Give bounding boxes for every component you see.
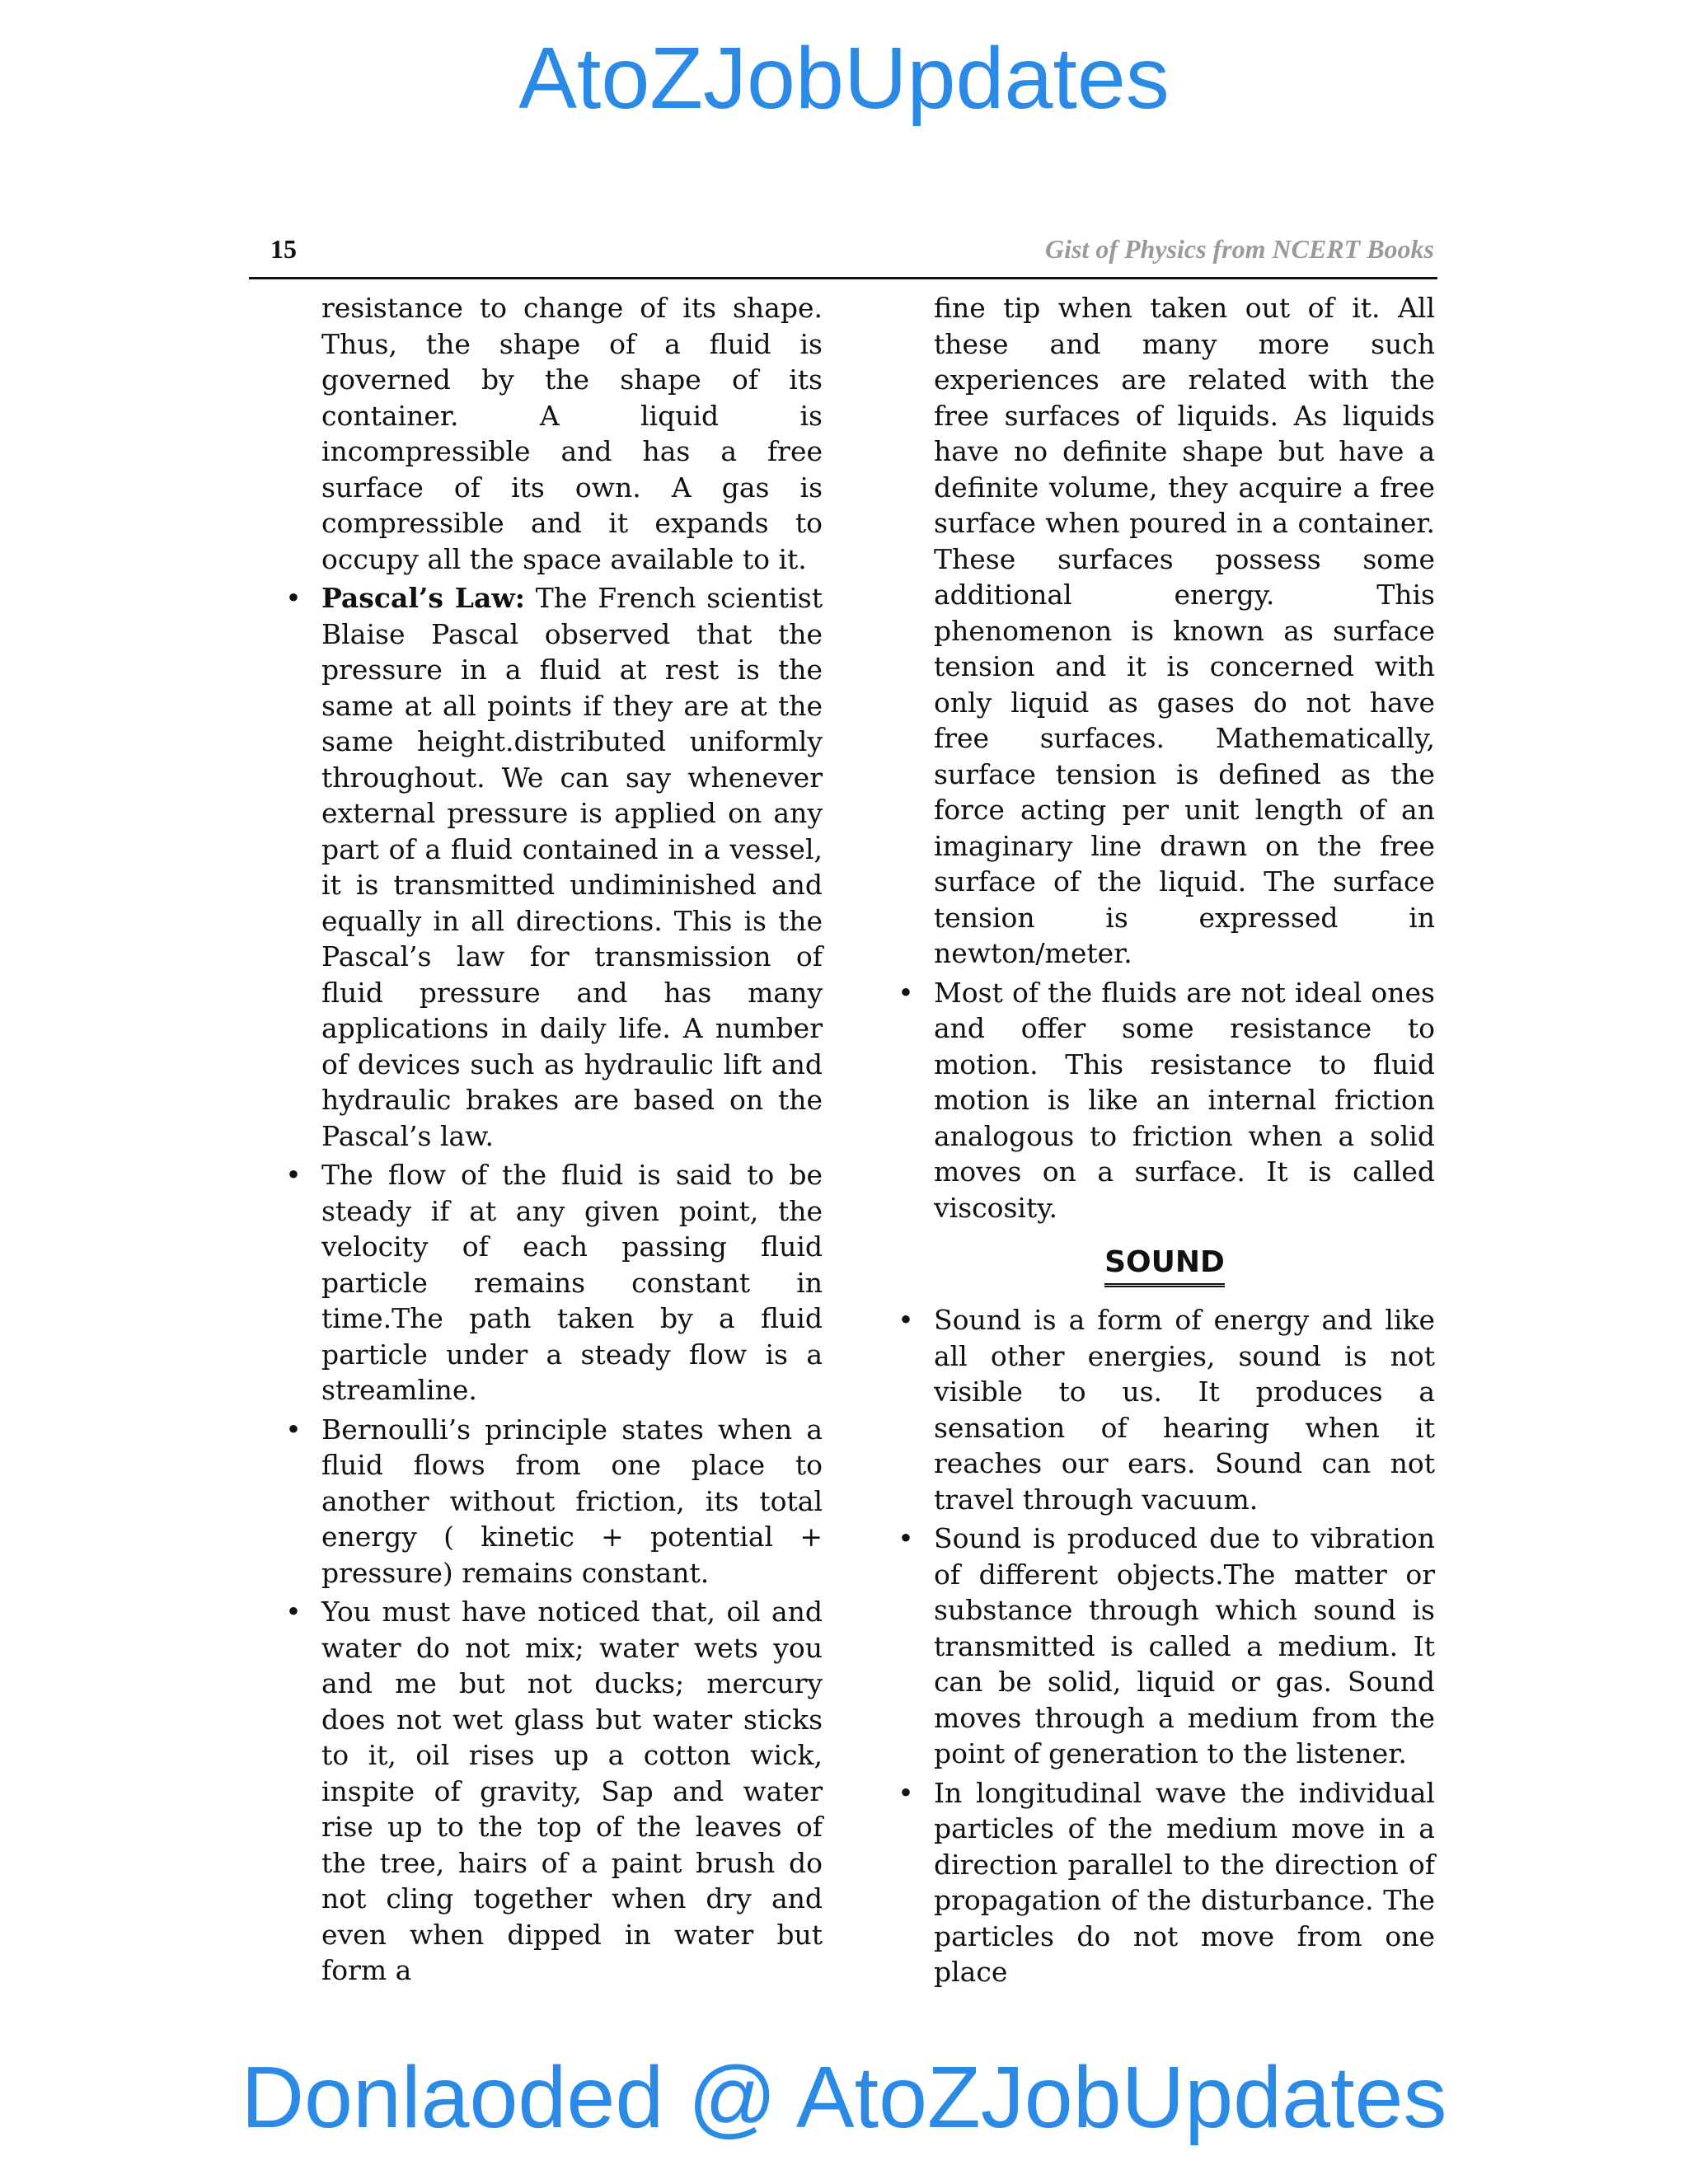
bullet-icon: • xyxy=(285,1596,302,1628)
bullet-icon: • xyxy=(898,1522,914,1554)
left-column xyxy=(282,290,823,1992)
term-pascals-law: Pascal’s Law: xyxy=(321,582,525,614)
list-item-text: In longitudinal wave the individual particles of the medium move in a direction parallel to the direction of propagation of the disturbance. The particles do not move from one place xyxy=(934,1776,1435,1988)
bullet-icon: • xyxy=(898,1304,914,1336)
watermark-bottom: Donlaoded @ AtoZJobUpdates xyxy=(241,2049,1447,2146)
list-item-text: Sound is a form of energy and like all other energies, sound is not visible to us. It produces a sensation of hearing when it reaches our ears. Sound can not travel through vacuum. xyxy=(934,1304,1435,1516)
list-item-sound-energy xyxy=(898,1302,1435,1517)
right-column xyxy=(894,290,1435,1994)
list-item-text: Bernoulli’s principle states when a fluid flows from one place to another without friction, its total energy ( kinetic + potential + pressure) remains constant. xyxy=(321,1413,823,1589)
list-item-surface-examples xyxy=(285,1594,823,1989)
page-number: 15 xyxy=(270,234,297,264)
list-item-pascals-law xyxy=(285,580,823,1154)
list-item-text: Most of the fluids are not ideal ones and offer some resistance to motion. This resistance to fluid motion is like an internal friction analogous to friction when a solid moves on a surface. It is called viscosity. xyxy=(934,976,1435,1224)
bullet-icon: • xyxy=(898,976,914,1009)
list-item-viscosity xyxy=(898,975,1435,1226)
book-title: Gist of Physics from NCERT Books xyxy=(1044,234,1434,264)
list-item-sound-medium xyxy=(898,1521,1435,1772)
bullet-icon: • xyxy=(285,582,302,614)
section-heading-text: SOUND xyxy=(1104,1244,1225,1287)
list-item-text: The French scientist Blaise Pascal observed that the pressure in a fluid at rest is the same at all points if they are at the same height.distributed uniformly throughout. We can say whenever external pressure is applied on any part of a fluid contained in a vessel, it is transmitted undiminished and equally in all directions. This is the Pascal’s law for transmission of fluid pressure and has many applications in daily life. A number of devices such as hydraulic lift and hydraulic brakes are based on the Pascal’s law. xyxy=(321,582,823,1152)
list-item-text: The flow of the fluid is said to be steady if at any given point, the velocity of each passing fluid particle remains constant in time.The path taken by a fluid particle under a steady flow is a streamline. xyxy=(321,1159,823,1406)
watermark-top: AtoZJobUpdates xyxy=(518,30,1170,127)
bullet-icon: • xyxy=(285,1159,302,1191)
continued-paragraph: resistance to change of its shape. Thus, the shape of a fluid is governed by the shape of its container. A liquid is incompressible and has a free surface of its own. A gas is compressible and it expands to occupy all the space available to it. xyxy=(321,292,823,575)
continued-paragraph: fine tip when taken out of it. All these and many more such experiences are related with the free surfaces of liquids. As liquids have no definite shape but have a definite volume, they acquire a free surface when poured in a container. These surfaces possess some additional energy. This phenomenon is known as surface tension and it is concerned with only liquid as gases do not have free surfaces. Mathematically, surface tension is defined as the force acting per unit length of an imaginary line drawn on the free surface of the liquid. The surface tension is expressed in newton/meter. xyxy=(934,292,1435,969)
list-item-steady-flow xyxy=(285,1157,823,1408)
header-rule xyxy=(249,277,1437,279)
list-item-text: You must have noticed that, oil and water do not mix; water wets you and me but not ducks; mercury does not wet glass but water sticks to it, oil rises up a cotton wick, inspite of gravity, Sap and water rise up to the top of the leaves of the tree, hairs of a paint brush do not cling together when dry and even when dipped in water but form a xyxy=(321,1596,823,1986)
section-heading-sound xyxy=(894,1244,1435,1287)
bullet-icon: • xyxy=(285,1413,302,1446)
list-item-text: Sound is produced due to vibration of different objects.The matter or substance through which sound is transmitted is called a medium. It can be solid, liquid or gas. Sound moves through a medium from the point of generation to the listener. xyxy=(934,1522,1435,1769)
bullet-icon: • xyxy=(898,1776,914,1809)
running-head xyxy=(249,231,1437,267)
list-item-bernoulli xyxy=(285,1412,823,1591)
list-item-longitudinal-wave xyxy=(898,1775,1435,1990)
